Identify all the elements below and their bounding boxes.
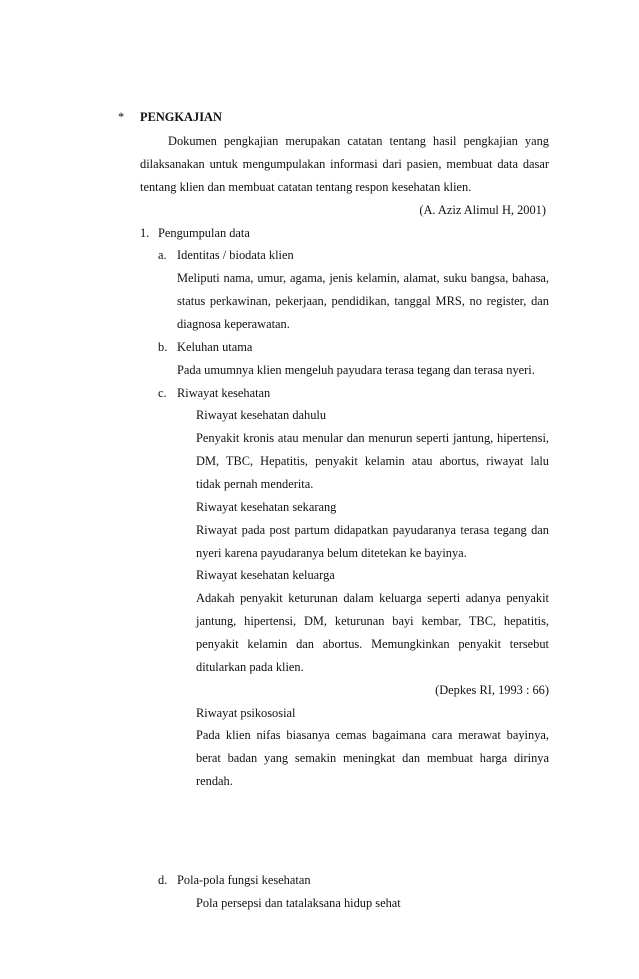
item-c-marker: c.	[158, 386, 167, 400]
item-d-sub: Pola persepsi dan tatalaksana hidup sehat	[196, 896, 401, 910]
intro-line-1: Dokumen pengkajian merupakan catatan tentang hasil pengkajian yang	[168, 134, 549, 148]
bullet-marker: *	[118, 110, 125, 124]
item-a-line-2: status perkawinan, pekerjaan, pendidikan, tanggal MRS, no register, dan	[177, 294, 549, 308]
psikososial-line-1: Pada klien nifas biasanya cemas bagaimana cara merawat bayinya,	[196, 728, 549, 742]
section-heading: PENGKAJIAN	[140, 110, 222, 124]
keluarga-line-1: Adakah penyakit keturunan dalam keluarga seperti adanya penyakit	[196, 591, 549, 605]
dahulu-line-3: tidak pernah menderita.	[196, 477, 314, 491]
sekarang-line-1: Riwayat pada post partum didapatkan payudaranya terasa tegang dan	[196, 523, 549, 537]
keluarga-line-3: penyakit kelamin dan abortus. Memungkinkan penyakit tersebut	[196, 637, 549, 651]
keluarga-citation: (Depkes RI, 1993 : 66)	[435, 683, 549, 697]
dahulu-line-1: Penyakit kronis atau menular dan menurun seperti jantung, hipertensi,	[196, 431, 549, 445]
section-title: Pengumpulan data	[158, 226, 250, 240]
item-b-marker: b.	[158, 340, 168, 354]
intro-line-3: tentang klien dan membuat catatan tentang respon kesehatan klien.	[140, 180, 472, 194]
item-a-line-3: diagnosa keperawatan.	[177, 317, 290, 331]
sekarang-title: Riwayat kesehatan sekarang	[196, 500, 337, 514]
item-b-title: Keluhan utama	[177, 340, 253, 354]
keluarga-line-2: jantung, hipertensi, DM, keturunan bayi kembar, TBC, hepatitis,	[196, 614, 549, 628]
item-a-line-1: Meliputi nama, umur, agama, jenis kelamin, alamat, suku bangsa, bahasa,	[177, 271, 549, 285]
psikososial-title: Riwayat psikososial	[196, 706, 296, 720]
sekarang-line-2: nyeri karena payudaranya belum ditetekan ke bayinya.	[196, 546, 467, 560]
item-d-marker: d.	[158, 873, 168, 887]
item-c-title: Riwayat kesehatan	[177, 386, 271, 400]
item-d-title: Pola-pola fungsi kesehatan	[177, 873, 311, 887]
item-b-line-1: Pada umumnya klien mengeluh payudara terasa tegang dan terasa nyeri.	[177, 363, 535, 377]
section-number: 1.	[140, 226, 150, 240]
item-a-marker: a.	[158, 248, 167, 262]
item-a-title: Identitas / biodata klien	[177, 248, 294, 262]
intro-line-2: dilaksanakan untuk mengumpulakan informasi dari pasien, membuat data dasar	[140, 157, 549, 171]
psikososial-line-3: rendah.	[196, 774, 233, 788]
keluarga-title: Riwayat kesehatan keluarga	[196, 568, 335, 582]
dahulu-title: Riwayat kesehatan dahulu	[196, 408, 327, 422]
keluarga-line-4: ditularkan pada klien.	[196, 660, 304, 674]
psikososial-line-2: berat badan yang semakin meningkat dan membuat harga dirinya	[196, 751, 549, 765]
intro-citation: (A. Aziz Alimul H, 2001)	[419, 203, 546, 217]
dahulu-line-2: DM, TBC, Hepatitis, penyakit kelamin atau abortus, riwayat lalu	[196, 454, 549, 468]
